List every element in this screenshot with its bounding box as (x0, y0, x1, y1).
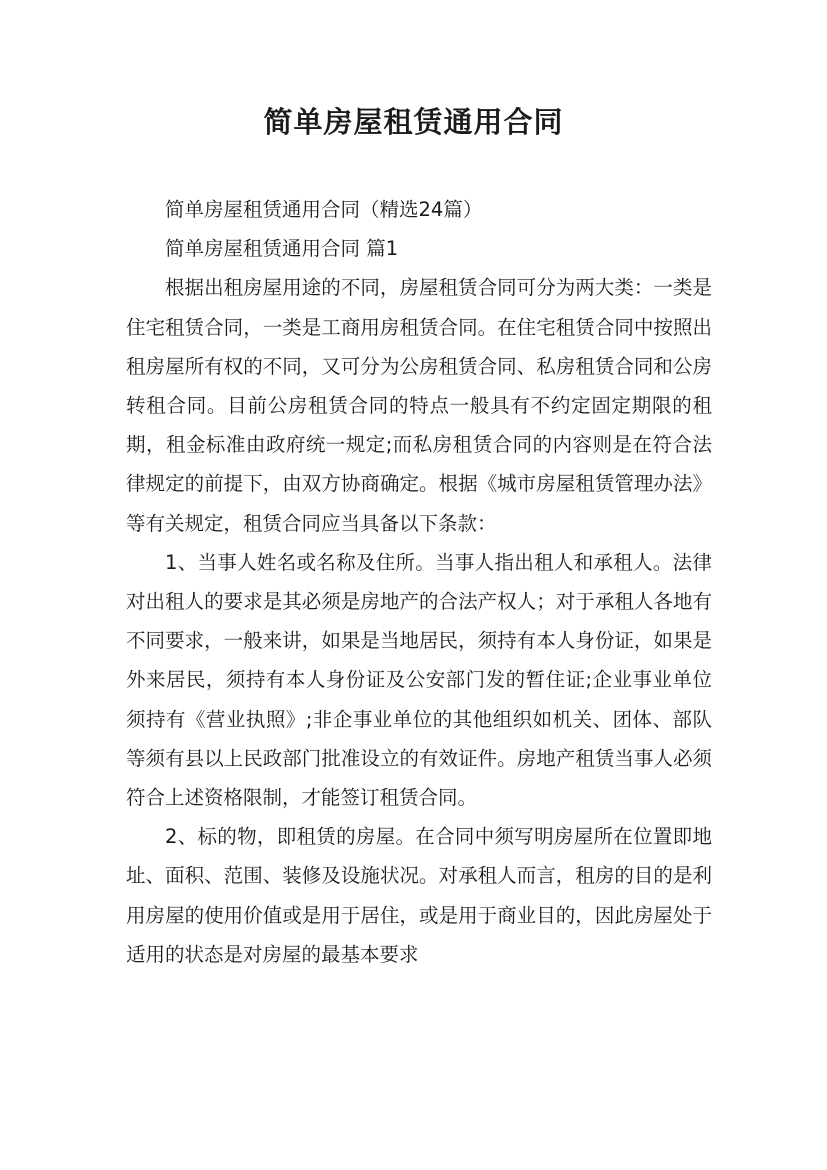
section-heading: 简单房屋租赁通用合同 篇1 (165, 237, 399, 261)
body-paragraph: 根据出租房屋用途的不同，房屋租赁合同可分为两大类：一类是住宅租赁合同，一类是工商用房租赁合同。在住宅租赁合同中按照出租房屋所有权的不同，又可分为公房租赁合同、私房租赁合同和公房转租合同。目前公房租赁合同的特点一般具有不约定固定期限的租期，租金标准由政府统一规定;而私房租赁合同的内容则是在符合法律规定的前提下，由双方协商确定。根据《城市房屋租赁管理办法》等有关规定，租赁合同应当具备以下条款： (126, 276, 712, 535)
subtitle-paragraph: 简单房屋租赁通用合同（精选24篇） (165, 198, 483, 221)
body-paragraph: 2、标的物，即租赁的房屋。在合同中须写明房屋所在位置即地址、面积、范围、装修及设施状况。对承租人而言，租房的目的是利用房屋的使用价值或是用于居住，或是用于商业目的，因此房屋处于适用的状态是对房屋的最基本要求 (126, 825, 712, 966)
document-body (126, 190, 712, 974)
document-title: 简单房屋租赁通用合同 (263, 105, 564, 139)
body-paragraph: 1、当事人姓名或名称及住所。当事人指出租人和承租人。法律对出租人的要求是其必须是房地产的合法产权人；对于承租人各地有不同要求，一般来讲，如果是当地居民，须持有本人身份证，如果是外来居民，须持有本人身份证及公安部门发的暂住证;企业事业单位须持有《营业执照》;非企事业单位的其他组织如机关、团体、部队等须有县以上民政部门批准设立的有效证件。房地产租赁当事人必须符合上述资格限制，才能签订租赁合同。 (126, 550, 712, 810)
